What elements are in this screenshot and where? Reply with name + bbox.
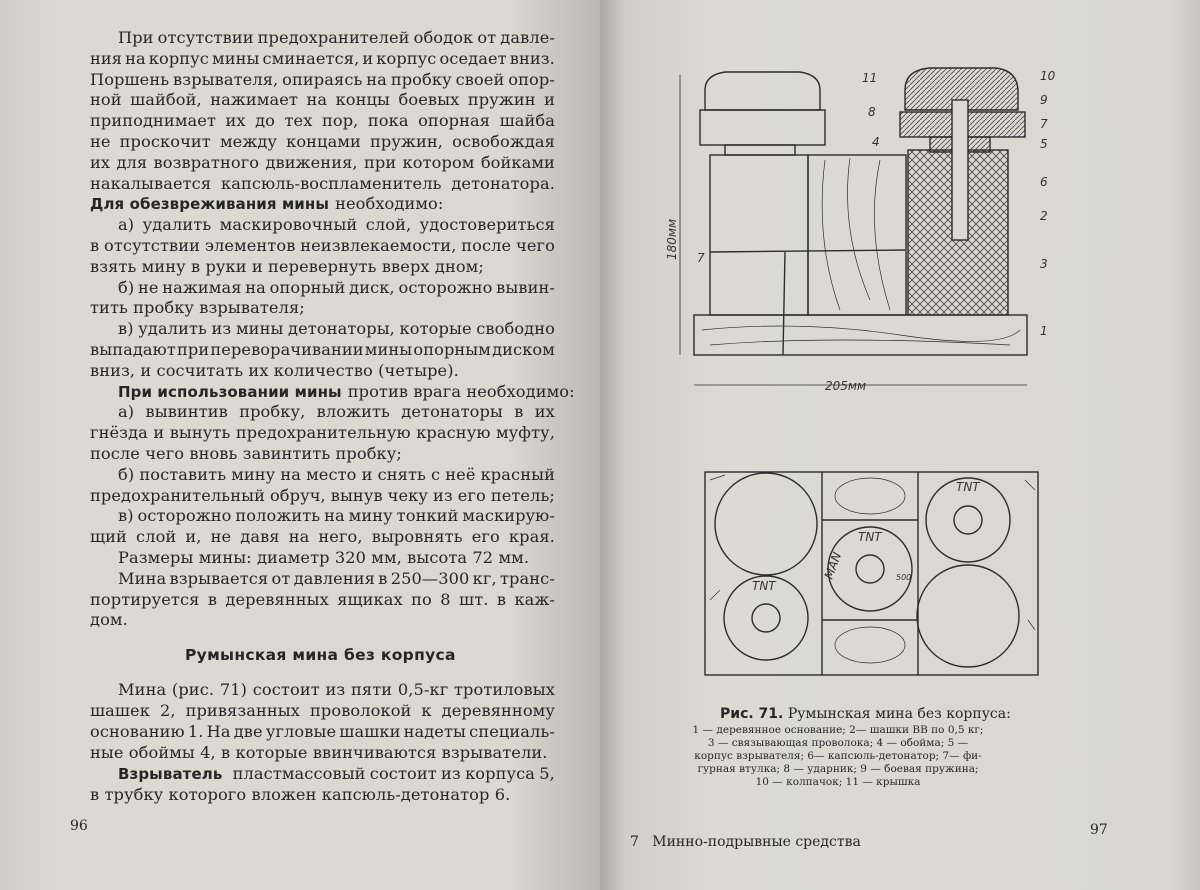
word: состоит bbox=[369, 764, 437, 783]
word: деревянных bbox=[225, 589, 329, 609]
word: в) bbox=[118, 506, 134, 526]
word: 5, bbox=[539, 764, 555, 783]
word: после bbox=[461, 236, 512, 255]
word: неизвлекаемости, bbox=[300, 236, 457, 255]
word: угловые bbox=[265, 722, 337, 741]
top-view-drawing bbox=[705, 472, 1038, 675]
text-line bbox=[90, 527, 555, 547]
text-line bbox=[118, 506, 555, 526]
word: щий bbox=[90, 527, 127, 547]
text-line bbox=[118, 278, 555, 298]
word: чеку bbox=[387, 485, 428, 505]
text-line bbox=[90, 257, 555, 277]
caption-line: 3 — связывающая проволока; 4 — обойма; 5 — bbox=[707, 737, 969, 749]
text-line bbox=[118, 215, 555, 235]
text-line bbox=[90, 340, 555, 360]
word: не bbox=[137, 277, 159, 297]
word: диском bbox=[492, 340, 555, 359]
word: опорная bbox=[418, 111, 491, 131]
word: красный bbox=[480, 464, 555, 484]
svg-text:2: 2 bbox=[1040, 209, 1048, 223]
figure-number: Рис. 71. bbox=[720, 706, 784, 722]
word: вниз. bbox=[509, 48, 555, 68]
text-line bbox=[118, 28, 555, 48]
text-line bbox=[90, 236, 555, 256]
line-text: вниз, и сосчитать их количество (четыре). bbox=[90, 360, 459, 380]
word: ной bbox=[90, 90, 122, 110]
word: опорным bbox=[413, 340, 491, 359]
word: проскочит bbox=[119, 132, 211, 151]
word: мины bbox=[212, 48, 260, 68]
word: поставить bbox=[139, 464, 227, 484]
word: проволокой bbox=[310, 701, 412, 720]
word: опор- bbox=[508, 69, 555, 89]
word: его bbox=[471, 527, 500, 547]
word: гнёзда bbox=[90, 423, 148, 443]
word: ободок bbox=[413, 28, 474, 47]
word: шайба bbox=[499, 111, 555, 131]
word: портируется bbox=[90, 589, 200, 609]
word: их bbox=[534, 402, 555, 422]
text-line bbox=[90, 111, 555, 131]
word: выровнять bbox=[371, 527, 463, 547]
text-line bbox=[90, 153, 555, 173]
man-mark: MAN bbox=[821, 550, 845, 582]
svg-text:8: 8 bbox=[868, 105, 876, 119]
word: шайбой, bbox=[130, 90, 202, 110]
text-line bbox=[118, 465, 555, 485]
word: своей bbox=[455, 69, 505, 89]
figure-caption-title bbox=[720, 706, 1011, 722]
word: на bbox=[366, 69, 387, 89]
word: удалить bbox=[142, 215, 212, 235]
caption-line: гурная втулка; 8 — ударник; 9 — боевая пружина; bbox=[697, 763, 979, 775]
text-line bbox=[90, 785, 555, 805]
svg-text:7: 7 bbox=[1040, 117, 1048, 131]
word: из bbox=[325, 680, 346, 699]
word: шт. bbox=[459, 589, 489, 609]
word: их bbox=[225, 111, 246, 131]
svg-text:1: 1 bbox=[1040, 324, 1048, 338]
text-line bbox=[118, 764, 555, 784]
word: осторожно bbox=[137, 506, 232, 526]
svg-text:4: 4 bbox=[872, 135, 880, 149]
word: бойками bbox=[480, 152, 555, 172]
word: взрывается bbox=[169, 568, 269, 588]
figure-71 bbox=[600, 0, 1200, 700]
word: вывин- bbox=[496, 277, 555, 297]
svg-text:5: 5 bbox=[1040, 137, 1048, 151]
word: пяти bbox=[351, 680, 393, 699]
word: детонаторы bbox=[401, 402, 503, 422]
word: и bbox=[544, 90, 555, 110]
word: их bbox=[90, 152, 111, 172]
svg-text:11: 11 bbox=[862, 71, 878, 85]
word: вынуть bbox=[169, 423, 231, 443]
word: муфту, bbox=[495, 423, 555, 443]
word: удостовериться bbox=[419, 215, 555, 235]
weight-mark: 500 bbox=[896, 573, 912, 582]
word: не bbox=[210, 527, 232, 547]
word: от bbox=[271, 568, 291, 588]
word: место bbox=[306, 464, 357, 484]
caption-line: 1 — деревянное основание; 2— шашки ВВ по 0,5 кг; bbox=[692, 724, 984, 736]
word: вынув bbox=[330, 485, 383, 505]
width-dimension: 205мм bbox=[825, 379, 867, 393]
bold-term: Взрыватель bbox=[118, 765, 223, 783]
word: транс- bbox=[500, 568, 555, 588]
text-line bbox=[118, 548, 555, 568]
word: 250—300 bbox=[390, 568, 470, 588]
text-line bbox=[90, 49, 555, 69]
word: деревянному bbox=[441, 701, 555, 720]
word: и bbox=[361, 464, 373, 484]
word: (рис. bbox=[171, 680, 215, 699]
word: и bbox=[153, 423, 165, 443]
word: боевых bbox=[398, 90, 460, 110]
word: ящиках bbox=[337, 589, 403, 609]
word: вывинтив bbox=[145, 402, 228, 422]
line-text: после чего вновь завинтить пробку; bbox=[90, 444, 402, 463]
word: возвратного bbox=[153, 152, 260, 172]
word: в bbox=[514, 402, 524, 422]
word: опорный bbox=[269, 277, 346, 297]
word: На bbox=[206, 722, 231, 741]
word: мину bbox=[348, 506, 393, 526]
word: и bbox=[362, 48, 374, 68]
text-line bbox=[90, 444, 555, 464]
word: из bbox=[432, 485, 453, 505]
word: предохранителей bbox=[257, 28, 410, 47]
word: 8 bbox=[440, 589, 451, 609]
word: с bbox=[431, 464, 441, 484]
word: элементов bbox=[204, 236, 296, 255]
word: надеты bbox=[403, 722, 467, 741]
word: б) bbox=[118, 464, 135, 484]
svg-text:6: 6 bbox=[1040, 175, 1048, 189]
word: давле- bbox=[500, 28, 555, 47]
word: к bbox=[421, 701, 432, 720]
page-number: 96 bbox=[70, 818, 88, 834]
word: при bbox=[177, 340, 210, 359]
word: неё bbox=[445, 464, 476, 484]
word: шашек bbox=[90, 701, 150, 720]
word: ния bbox=[90, 48, 123, 68]
word: в bbox=[378, 568, 388, 588]
word: 0,5-кг bbox=[397, 680, 449, 699]
word: из bbox=[211, 319, 232, 339]
word: давя bbox=[240, 527, 280, 547]
word: кг, bbox=[472, 568, 497, 588]
word: и, bbox=[185, 527, 202, 547]
text-line bbox=[118, 381, 575, 402]
text-line bbox=[90, 722, 555, 742]
word: его bbox=[457, 485, 486, 505]
word: слой bbox=[136, 527, 177, 547]
text-line bbox=[90, 590, 555, 610]
word: маскировочный bbox=[219, 215, 358, 235]
text-line bbox=[90, 174, 555, 194]
word: до bbox=[255, 111, 276, 131]
running-head: 7 Минно-подрывные средства bbox=[630, 834, 861, 850]
word: концами bbox=[286, 132, 361, 151]
tnt-mark: TNT bbox=[956, 480, 980, 494]
word: основанию bbox=[90, 722, 185, 741]
word: б) bbox=[118, 277, 135, 297]
wooden-base bbox=[694, 315, 1027, 355]
caption-line: 10 — колпачок; 11 — крышка bbox=[755, 776, 921, 788]
word: из bbox=[441, 764, 461, 783]
word: котором bbox=[402, 152, 475, 172]
word: оседает bbox=[439, 48, 507, 68]
word: пор, bbox=[321, 111, 359, 131]
word: красную bbox=[416, 423, 491, 443]
height-dimension: 180мм bbox=[665, 218, 679, 260]
word: на bbox=[288, 527, 310, 547]
word: Поршень bbox=[90, 69, 170, 89]
word: давления bbox=[293, 568, 375, 588]
word: каж- bbox=[514, 589, 555, 609]
word: корпус bbox=[148, 48, 209, 68]
bold-term: При использовании мины bbox=[118, 382, 342, 401]
line-text: тить пробку взрывателя; bbox=[90, 298, 305, 318]
word: приподнимает bbox=[90, 111, 216, 131]
text-line bbox=[90, 743, 555, 763]
text-line bbox=[90, 610, 555, 630]
word: слой, bbox=[365, 215, 412, 235]
text-line bbox=[118, 319, 555, 339]
word: нажимая bbox=[162, 277, 242, 297]
word: положить bbox=[235, 506, 321, 526]
word: детонатора. bbox=[451, 173, 555, 193]
text-line bbox=[90, 361, 555, 381]
word: тонкий bbox=[396, 506, 459, 526]
word: 71) bbox=[219, 680, 248, 699]
word: предохранительную bbox=[235, 423, 411, 443]
word: накалывается bbox=[90, 173, 212, 193]
word: чего bbox=[516, 236, 555, 255]
word: осторожно bbox=[398, 277, 493, 297]
text-line bbox=[90, 701, 555, 721]
word: на bbox=[306, 90, 328, 110]
word: детонаторы, bbox=[288, 319, 395, 339]
word: пробку, bbox=[239, 402, 306, 422]
word: пока bbox=[367, 111, 409, 131]
word: концы bbox=[335, 90, 391, 110]
word: вложить bbox=[316, 402, 390, 422]
word: в bbox=[90, 236, 100, 255]
word: специаль- bbox=[469, 722, 555, 741]
word: пружин, bbox=[370, 132, 443, 151]
word: освобождая bbox=[452, 132, 555, 151]
word: пробку bbox=[390, 69, 452, 89]
word: на bbox=[125, 48, 146, 68]
section-heading: Румынская мина без корпуса bbox=[185, 646, 456, 664]
svg-text:3: 3 bbox=[1040, 257, 1048, 271]
text-line bbox=[118, 569, 555, 589]
word: капсюль-воспламенитель bbox=[220, 173, 442, 193]
word: при bbox=[363, 152, 397, 172]
word: диск, bbox=[349, 277, 395, 297]
text-line bbox=[90, 70, 555, 90]
word: нажимает bbox=[210, 90, 298, 110]
svg-text:7: 7 bbox=[697, 251, 705, 265]
word: на bbox=[245, 277, 266, 297]
word: мину bbox=[231, 464, 276, 484]
word: корпуса bbox=[465, 764, 536, 783]
word: для bbox=[116, 152, 148, 172]
word: опираясь bbox=[282, 69, 363, 89]
word: снять bbox=[377, 464, 426, 484]
word: маскирую- bbox=[462, 506, 555, 526]
word: взрывателя, bbox=[173, 69, 279, 89]
bold-term: Для обезвреживания мины bbox=[90, 195, 330, 214]
word: в bbox=[207, 589, 218, 609]
text-line bbox=[90, 486, 555, 506]
word: по bbox=[411, 589, 432, 609]
word: предохранительный bbox=[90, 485, 265, 505]
word: выпадают bbox=[90, 340, 176, 359]
word: в bbox=[496, 589, 507, 609]
text-line bbox=[90, 90, 555, 110]
word: движения, bbox=[265, 152, 358, 172]
word: от bbox=[477, 28, 497, 47]
word: две bbox=[233, 722, 263, 741]
word: При bbox=[118, 28, 154, 47]
word: привязанных bbox=[185, 701, 301, 720]
page-number: 97 bbox=[1090, 822, 1108, 838]
right-page bbox=[600, 0, 1200, 890]
word: отсутствии bbox=[104, 236, 200, 255]
word: на bbox=[280, 464, 302, 484]
text-line bbox=[90, 194, 555, 214]
text-line bbox=[118, 680, 555, 700]
line-text: Размеры мины: диаметр 320 мм, высота 72 мм. bbox=[118, 548, 530, 567]
word: которые bbox=[399, 319, 472, 339]
line-text: взять мину в руки и перевернуть вверх дном; bbox=[90, 256, 484, 276]
word: тех bbox=[284, 111, 313, 131]
caption-title: Румынская мина без корпуса: bbox=[787, 706, 1011, 722]
word: мины bbox=[364, 340, 413, 359]
word: не bbox=[90, 132, 111, 151]
word: обруч, bbox=[269, 485, 326, 505]
word: свободно bbox=[476, 319, 555, 339]
caption-line: корпус взрывателя; 6— капсюль-детонатор; 7— фи- bbox=[694, 750, 982, 762]
line-text: дом. bbox=[90, 610, 128, 630]
word: удалить bbox=[138, 319, 207, 339]
word: состоит bbox=[252, 680, 320, 699]
text-line bbox=[90, 298, 555, 318]
word: тротиловых bbox=[453, 680, 555, 699]
line-text: против врага необходимо: bbox=[347, 381, 575, 401]
word: Мина bbox=[118, 568, 167, 588]
word: петель; bbox=[490, 485, 555, 505]
line-text: в трубку которого вложен капсюль-детонатор 6. bbox=[90, 785, 511, 804]
word: края. bbox=[508, 527, 555, 547]
word: мины bbox=[235, 319, 284, 339]
side-view-drawing bbox=[680, 68, 1027, 385]
word: корпус bbox=[376, 48, 437, 68]
tnt-mark: TNT bbox=[858, 530, 882, 544]
word: а) bbox=[118, 402, 135, 422]
line-text: необходимо: bbox=[335, 194, 444, 214]
word: на bbox=[324, 506, 345, 526]
word: отсутствии bbox=[157, 28, 254, 47]
caption-legend bbox=[668, 724, 1008, 789]
svg-text:9: 9 bbox=[1040, 93, 1048, 107]
word: пружин bbox=[467, 90, 536, 110]
word: него, bbox=[318, 527, 363, 547]
text-line bbox=[118, 402, 555, 422]
wood-block bbox=[808, 155, 906, 315]
tnt-mark: TNT bbox=[752, 579, 776, 593]
word: в) bbox=[118, 319, 134, 339]
text-line bbox=[90, 132, 555, 152]
line-text: ные обоймы 4, в которые ввинчиваются взрыватели. bbox=[90, 743, 548, 762]
word: пластмассовый bbox=[232, 764, 366, 783]
tnt-block bbox=[710, 155, 808, 315]
svg-text:10: 10 bbox=[1040, 69, 1056, 83]
word: шашки bbox=[339, 722, 401, 741]
word: Мина bbox=[118, 680, 167, 699]
word: а) bbox=[118, 215, 135, 235]
word: 2, bbox=[159, 701, 176, 720]
text-line bbox=[90, 423, 555, 443]
word: сминается, bbox=[262, 48, 360, 68]
word: 1. bbox=[187, 722, 204, 741]
word: переворачивании bbox=[210, 340, 364, 359]
word: между bbox=[219, 132, 278, 151]
